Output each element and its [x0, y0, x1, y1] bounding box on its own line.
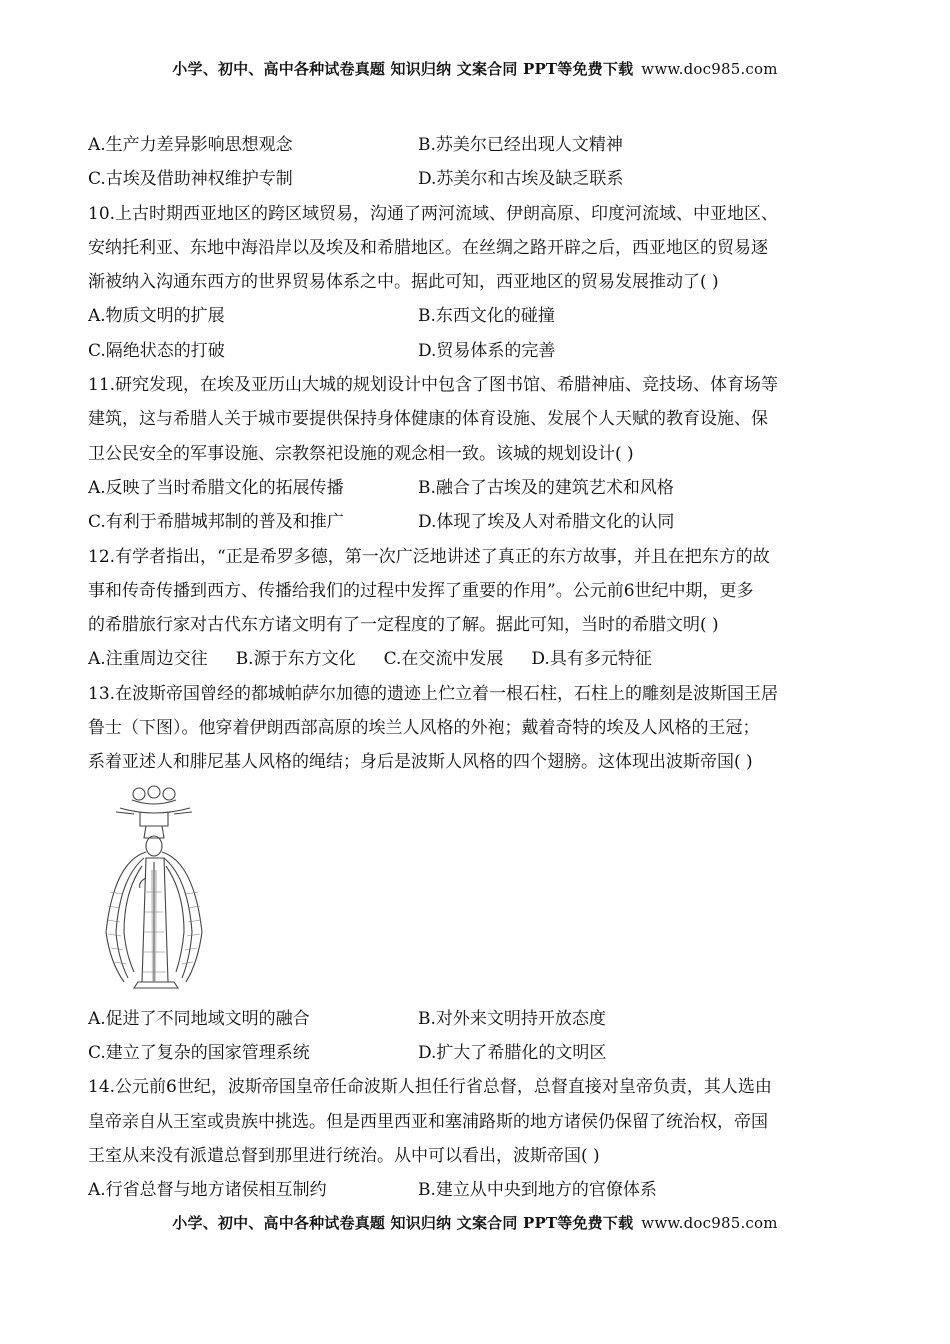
- q9-options-row1: [88, 128, 863, 162]
- q13-option-a: A.促进了不同地域文明的融合: [88, 1008, 310, 1029]
- q14-option-a: A.行省总督与地方诸侯相互制约: [88, 1180, 327, 1201]
- q10-stem-line1: 10.上古时期西亚地区的跨区域贸易，沟通了两河流域、伊朗高原、印度河流域、中亚地区、: [88, 203, 779, 224]
- q12-option-c: C.在交流中发展: [383, 649, 504, 670]
- q9-option-d: D.苏美尔和古埃及缺乏联系: [418, 169, 624, 190]
- q10-option-a: A.物质文明的扩展: [88, 306, 225, 327]
- q11-option-b: B.融合了古埃及的建筑艺术和风格: [418, 477, 674, 498]
- q12-stem-line1: 12.有学者指出，“正是希罗多德，第一次广泛地讲述了真正的东方故事，并且在把东方的故: [88, 546, 770, 567]
- q12-options-row: [88, 642, 863, 676]
- q14-stem-line3: 王室从来没有派遣总督到那里进行统治。从中可以看出，波斯帝国( ): [88, 1145, 600, 1166]
- q10-options-row1: [88, 299, 863, 333]
- q10-stem-line2: 安纳托利亚、东地中海沿岸以及埃及和希腊地区。在丝绸之路开辟之后，西亚地区的贸易逐: [88, 237, 768, 258]
- q11-option-a: A.反映了当时希腊文化的拓展传播: [88, 477, 344, 498]
- q11-options-row2: [88, 505, 863, 539]
- q10-stem-line3: 渐被纳入沟通东西方的世界贸易体系之中。据此可知，西亚地区的贸易发展推动了( ): [88, 272, 719, 293]
- q14-option-b: B.建立从中央到地方的官僚体系: [418, 1180, 657, 1201]
- q11-option-d: D.体现了埃及人对希腊文化的认同: [418, 512, 675, 533]
- q14-stem-line1: 14.公元前6世纪，波斯帝国皇帝任命波斯人担任行省总督，总督直接对皇帝负责，其人选由: [88, 1077, 772, 1098]
- q10-options-row2: [88, 334, 863, 368]
- q13-stem-line1: 13.在波斯帝国曾经的都城帕萨尔加德的遗迹上伫立着一根石柱，石柱上的雕刻是波斯国王居: [88, 683, 779, 704]
- header-text: 小学、初中、高中各种试卷真题 知识归纳 文案合同 PPT等免费下载: [172, 60, 634, 78]
- q12-stem-line2: 事和传奇传播到西方、传播给我们的过程中发挥了重要的作用”。公元前6世纪中期，更多: [88, 580, 754, 601]
- q10-option-b: B.东西文化的碰撞: [418, 306, 555, 327]
- q9-option-c: C.古埃及借助神权维护专制: [88, 169, 293, 190]
- question-list: [88, 128, 863, 1207]
- q12-stem-line3: 的希腊旅行家对古代东方诸文明有了一定程度的了解。据此可知，当时的希腊文明( ): [88, 615, 719, 636]
- q13-stem-line2: 鲁士（下图）。他穿着伊朗西部高原的埃兰人风格的外袍；戴着奇特的埃及人风格的王冠；: [88, 718, 760, 739]
- q12-option-a: A.注重周边交往: [88, 649, 208, 670]
- header-url[interactable]: www.doc985.com: [641, 60, 778, 78]
- q13-option-d: D.扩大了希腊化的文明区: [418, 1042, 607, 1063]
- q13-options-row2: [88, 1036, 863, 1070]
- q10-option-c: C.隔绝状态的打破: [88, 340, 225, 361]
- q9-option-a: A.生产力差异影响思想观念: [88, 135, 293, 155]
- q11-stem-line2: 建筑，这与希腊人关于城市要提供保持身体健康的体育设施、发展个人天赋的教育设施、保: [88, 409, 768, 430]
- footer-text: 小学、初中、高中各种试卷真题 知识归纳 文案合同 PPT等免费下载: [172, 1214, 634, 1232]
- q13-figure: [88, 780, 863, 1002]
- q11-stem-line1: 11.研究发现，在埃及亚历山大城的规划设计中包含了图书馆、希腊神庙、竞技场、体育场等: [88, 375, 779, 396]
- q13-options-row1: [88, 1002, 863, 1036]
- page-footer: [0, 1212, 950, 1233]
- page-header: [0, 58, 950, 79]
- q10-option-d: D.贸易体系的完善: [418, 340, 556, 361]
- footer-url[interactable]: www.doc985.com: [641, 1214, 778, 1232]
- q11-option-c: C.有利于希腊城邦制的普及和推广: [88, 512, 344, 533]
- q9-option-b: B.苏美尔已经出现人文精神: [418, 135, 623, 155]
- q14-stem-line2: 皇帝亲自从王室或贵族中挑选。但是西里西亚和塞浦路斯的地方诸侯仍保留了统治权，帝国: [88, 1111, 768, 1132]
- q9-options-row2: [88, 162, 863, 196]
- q11-options-row1: [88, 471, 863, 505]
- q13-option-b: B.对外来文明持开放态度: [418, 1008, 606, 1029]
- q12-option-b: B.源于东方文化: [235, 649, 356, 670]
- q13-stem-line3: 系着亚述人和腓尼基人风格的绳结；身后是波斯人风格的四个翅膀。这体现出波斯帝国( ): [88, 752, 753, 773]
- q12-option-d: D.具有多元特征: [531, 649, 652, 670]
- q11-stem-line3: 卫公民安全的军事设施、宗教祭祀设施的观念相一致。该城的规划设计( ): [88, 443, 634, 464]
- q13-option-c: C.建立了复杂的国家管理系统: [88, 1042, 310, 1063]
- q14-options-row1: [88, 1173, 863, 1207]
- cyrus-relief-icon: [94, 782, 224, 1000]
